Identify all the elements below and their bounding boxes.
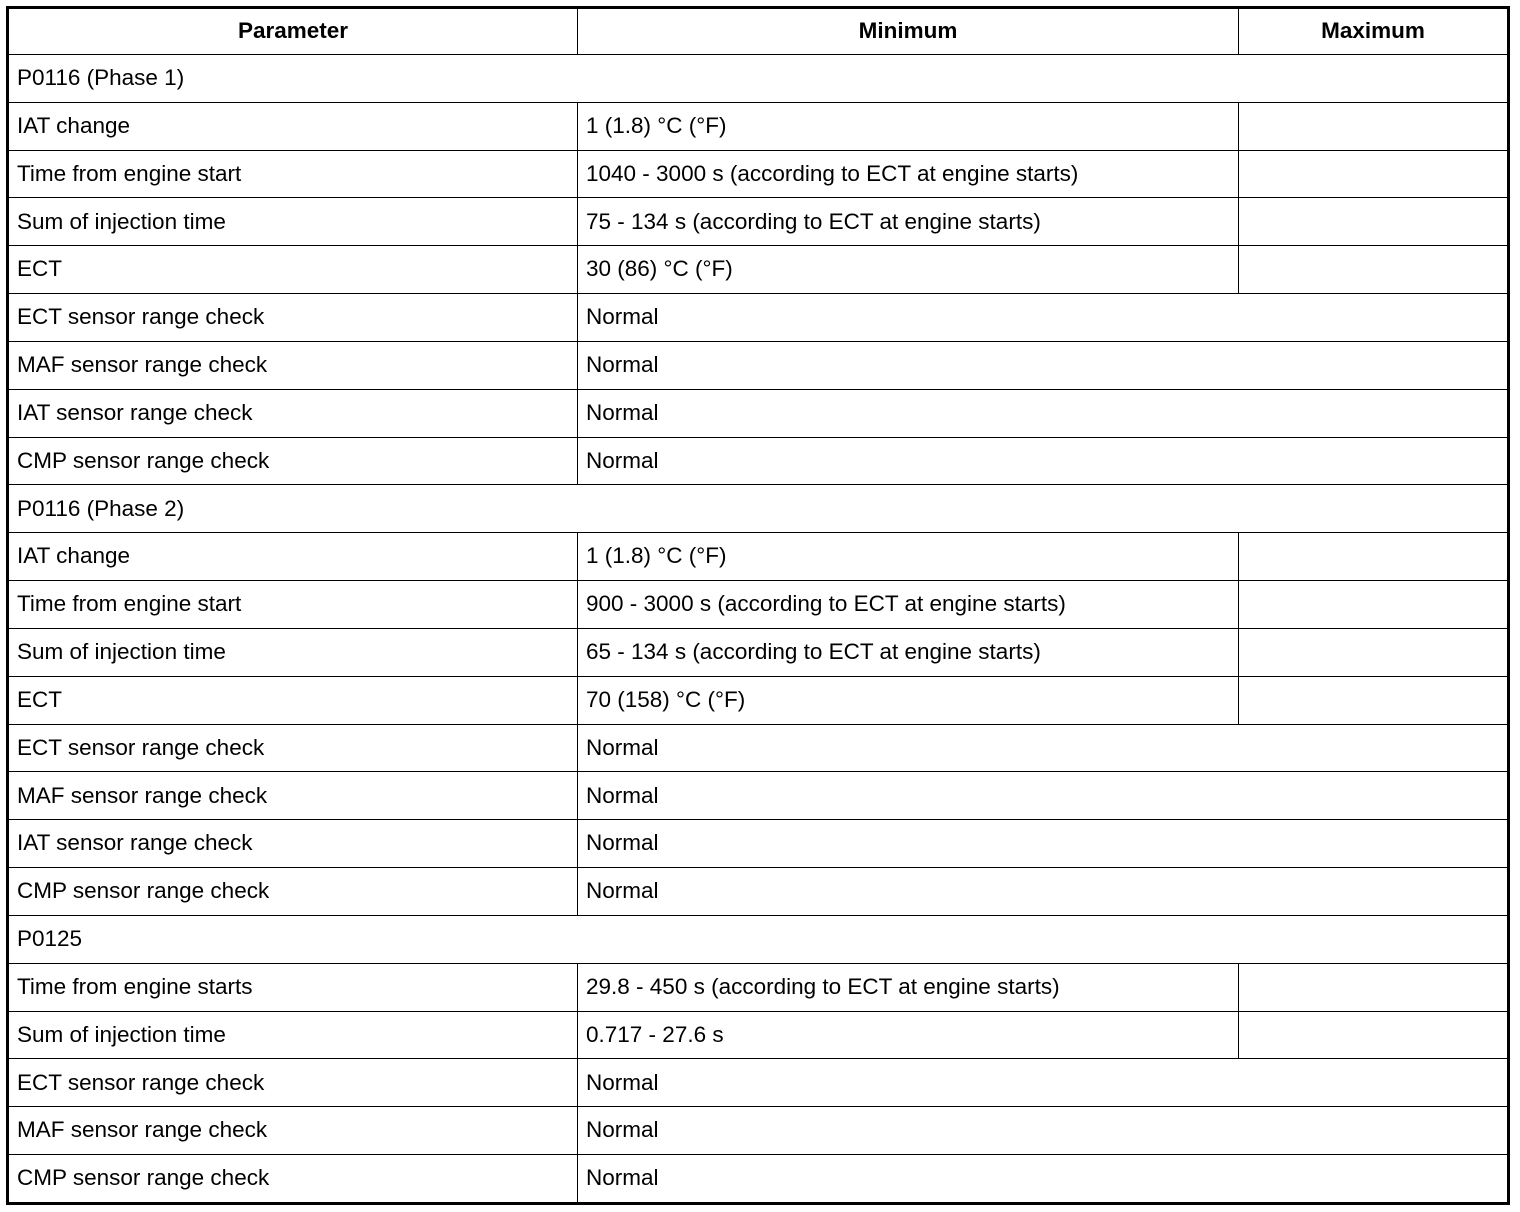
parameter-cell: IAT change (8, 533, 578, 581)
maximum-cell (1239, 1011, 1509, 1059)
maximum-cell (1239, 102, 1509, 150)
header-maximum: Maximum (1239, 8, 1509, 55)
parameter-cell: CMP sensor range check (8, 868, 578, 916)
table-row (8, 628, 1509, 676)
value-cell: Normal (578, 437, 1509, 485)
table-row (8, 963, 1509, 1011)
minimum-cell: 30 (86) °C (°F) (578, 246, 1239, 294)
table-row (8, 341, 1509, 389)
table-row (8, 868, 1509, 916)
minimum-cell: 900 - 3000 s (according to ECT at engine starts) (578, 581, 1239, 629)
table-row (8, 724, 1509, 772)
parameter-cell: MAF sensor range check (8, 341, 578, 389)
parameter-cell: CMP sensor range check (8, 437, 578, 485)
maximum-cell (1239, 676, 1509, 724)
table-row (8, 676, 1509, 724)
maximum-cell (1239, 628, 1509, 676)
section-label: P0116 (Phase 1) (8, 55, 1509, 103)
table-row (8, 198, 1509, 246)
parameter-table (6, 6, 1510, 1205)
minimum-cell: 1040 - 3000 s (according to ECT at engine starts) (578, 150, 1239, 198)
parameter-cell: IAT sensor range check (8, 389, 578, 437)
minimum-cell: 70 (158) °C (°F) (578, 676, 1239, 724)
value-cell: Normal (578, 820, 1509, 868)
table-row (8, 150, 1509, 198)
table-body (8, 55, 1509, 1204)
header-minimum: Minimum (578, 8, 1239, 55)
value-cell: Normal (578, 724, 1509, 772)
section-row (8, 915, 1509, 963)
maximum-cell (1239, 246, 1509, 294)
table-row (8, 1155, 1509, 1204)
minimum-cell: 65 - 134 s (according to ECT at engine starts) (578, 628, 1239, 676)
parameter-cell: IAT sensor range check (8, 820, 578, 868)
table-row (8, 1059, 1509, 1107)
value-cell: Normal (578, 1155, 1509, 1204)
parameter-cell: ECT sensor range check (8, 724, 578, 772)
maximum-cell (1239, 150, 1509, 198)
minimum-cell: 29.8 - 450 s (according to ECT at engine starts) (578, 963, 1239, 1011)
parameter-cell: Sum of injection time (8, 628, 578, 676)
maximum-cell (1239, 533, 1509, 581)
table-row (8, 581, 1509, 629)
minimum-cell: 1 (1.8) °C (°F) (578, 533, 1239, 581)
value-cell: Normal (578, 1107, 1509, 1155)
minimum-cell: 1 (1.8) °C (°F) (578, 102, 1239, 150)
value-cell: Normal (578, 341, 1509, 389)
table-row (8, 820, 1509, 868)
maximum-cell (1239, 963, 1509, 1011)
minimum-cell: 0.717 - 27.6 s (578, 1011, 1239, 1059)
parameter-cell: ECT (8, 246, 578, 294)
table-row (8, 294, 1509, 342)
table-row (8, 389, 1509, 437)
maximum-cell (1239, 198, 1509, 246)
table-row (8, 246, 1509, 294)
parameter-cell: ECT (8, 676, 578, 724)
parameter-cell: Time from engine starts (8, 963, 578, 1011)
parameter-cell: ECT sensor range check (8, 1059, 578, 1107)
value-cell: Normal (578, 1059, 1509, 1107)
value-cell: Normal (578, 868, 1509, 916)
parameter-cell: Sum of injection time (8, 198, 578, 246)
header-row (8, 8, 1509, 55)
maximum-cell (1239, 581, 1509, 629)
section-label: P0125 (8, 915, 1509, 963)
parameter-cell: CMP sensor range check (8, 1155, 578, 1204)
parameter-cell: Time from engine start (8, 150, 578, 198)
parameter-cell: ECT sensor range check (8, 294, 578, 342)
parameter-cell: MAF sensor range check (8, 772, 578, 820)
parameter-cell: IAT change (8, 102, 578, 150)
table-row (8, 102, 1509, 150)
parameter-cell: Sum of injection time (8, 1011, 578, 1059)
table-row (8, 1011, 1509, 1059)
table-row (8, 533, 1509, 581)
value-cell: Normal (578, 389, 1509, 437)
table-row (8, 772, 1509, 820)
section-row (8, 55, 1509, 103)
parameter-cell: MAF sensor range check (8, 1107, 578, 1155)
parameter-cell: Time from engine start (8, 581, 578, 629)
value-cell: Normal (578, 294, 1509, 342)
table-row (8, 1107, 1509, 1155)
table-row (8, 437, 1509, 485)
minimum-cell: 75 - 134 s (according to ECT at engine starts) (578, 198, 1239, 246)
value-cell: Normal (578, 772, 1509, 820)
section-label: P0116 (Phase 2) (8, 485, 1509, 533)
header-parameter: Parameter (8, 8, 578, 55)
section-row (8, 485, 1509, 533)
